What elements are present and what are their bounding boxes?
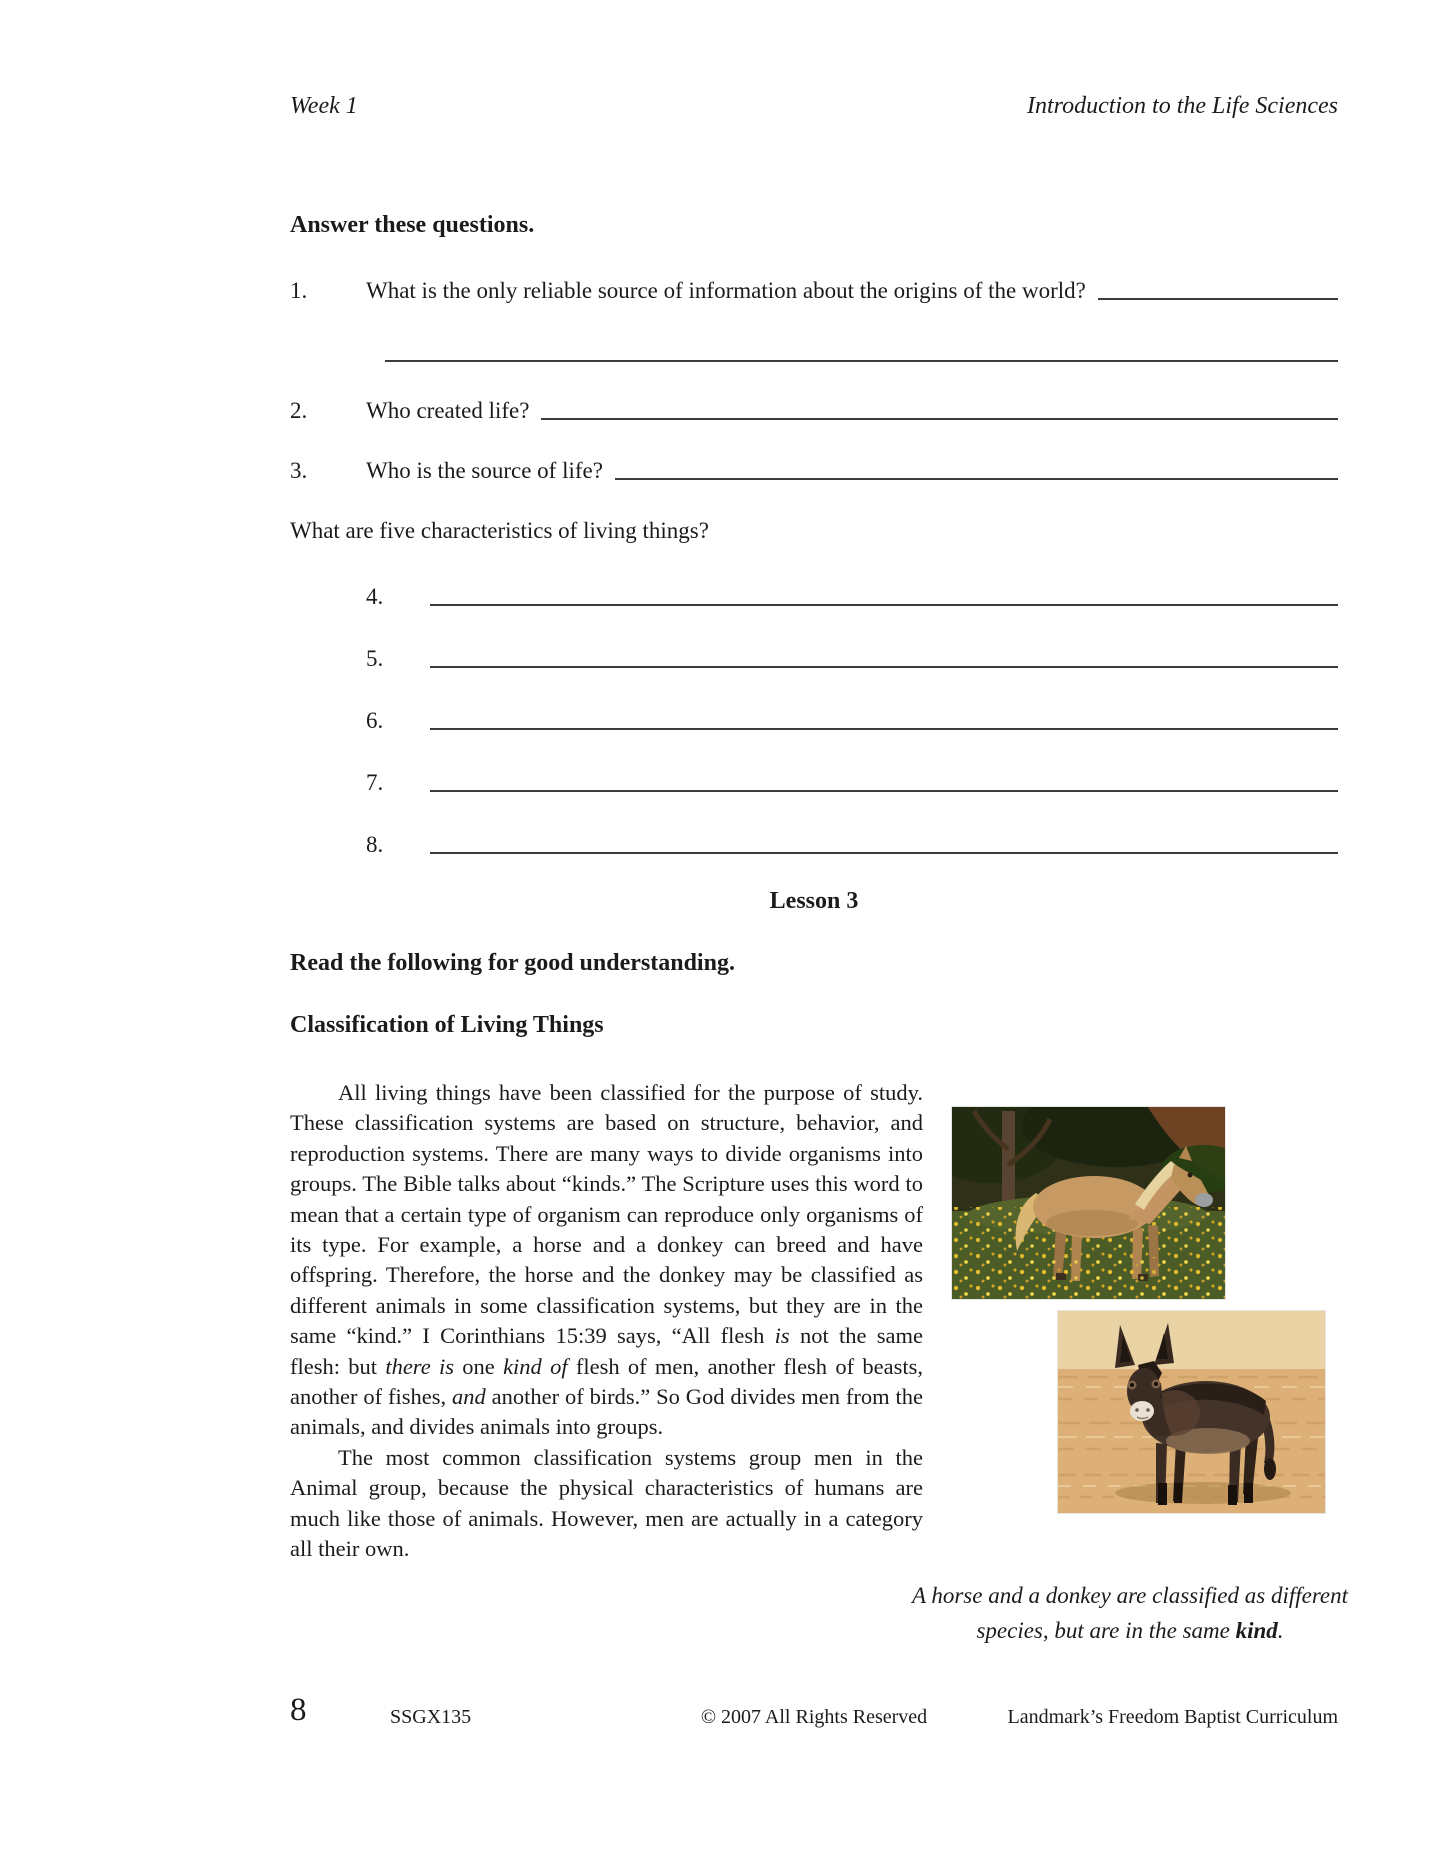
paragraph-2: The most common classification systems group men in the Animal group, because the physical characteristics of humans are much like those of animals. However, men are actually in a category all their own. [290,1444,923,1562]
characteristics-prompt: What are five characteristics of living things? [290,518,709,543]
answer-blank [430,708,1338,730]
caption-text: A horse and a donkey are classified as different species, but are in the same [911,1583,1349,1643]
paragraph-text: All living things have been classified for the purpose of study. These classification systems are based on structure, behavior, and reproduction systems. There are many ways to divide organisms into groups. The Bible talks about “kinds.” The Scripture uses this word to mean that a certain type of organism can reproduce only organisms of its type. For example, a horse and a donkey can breed and have offspring. Therefore, the horse and the donkey may be classified as different animals in some classification systems, but they are in the same “kind.” I Corinthians 15:39 says, “All flesh [290,1080,923,1349]
answer-blank [430,770,1338,792]
lesson-title: Lesson 3 [769,888,859,914]
footer-course-code: SSGX135 [390,1706,472,1728]
question-number: 3. [290,458,308,483]
answer-blank [541,398,1338,420]
question-row-3 [290,458,1338,484]
paragraph-text: another of birds.” So God divides men from the animals, and divides animals into groups. [290,1384,923,1440]
answer-blank-continuation [385,360,1338,362]
paragraph-1 [290,1078,923,1443]
item-number: 6. [366,708,384,733]
page-number: 8 [290,1692,307,1728]
scripture-italic: is [774,1323,790,1349]
question-row-1 [290,278,1338,304]
scripture-italic: kind of [503,1353,568,1379]
exercise-heading: Answer these questions. [290,212,535,238]
blank-row-7 [366,770,1338,796]
page-header [290,93,1338,120]
answer-blank [430,584,1338,606]
paragraph-text: one [454,1353,504,1379]
header-course-title: Introduction to the Life Sciences [1026,93,1338,119]
blank-row-5 [366,646,1338,672]
answer-blank [430,646,1338,668]
body-text [290,1078,923,1565]
blank-row-8 [366,832,1338,858]
footer-publisher: Landmark’s Freedom Baptist Curriculum [1007,1706,1338,1728]
answer-blank [1098,278,1338,300]
header-week-label: Week 1 [290,93,358,119]
donkey-photo [1058,1311,1325,1513]
figure-caption [895,1578,1365,1648]
blank-row-4 [366,584,1338,610]
question-row-2 [290,398,1338,424]
question-text: Who is the source of life? [366,458,603,483]
question-number: 2. [290,398,308,423]
paragraph-text: not the same flesh: but [290,1323,923,1379]
caption-text: . [1277,1618,1284,1643]
item-number: 4. [366,584,384,609]
answer-blank [615,458,1338,480]
read-instruction: Read the following for good understanding. [290,950,735,976]
question-number: 1. [290,278,308,303]
blank-row-6 [366,708,1338,734]
footer-copyright: © 2007 All Rights Reserved [700,1706,928,1728]
section-heading: Classification of Living Things [290,1012,604,1038]
question-text: Who created life? [366,398,530,423]
item-number: 5. [366,646,384,671]
scripture-italic: and [451,1384,486,1410]
item-number: 7. [366,770,384,795]
scripture-italic: there is [385,1353,454,1379]
item-number: 8. [366,832,384,857]
horse-photo [952,1107,1225,1299]
caption-emphasis: kind [1235,1618,1278,1643]
answer-blank [430,832,1338,854]
question-text: What is the only reliable source of information about the origins of the world? [366,278,1086,303]
paragraph-text: flesh of men, another flesh of beasts, another of fishes, [290,1353,923,1410]
